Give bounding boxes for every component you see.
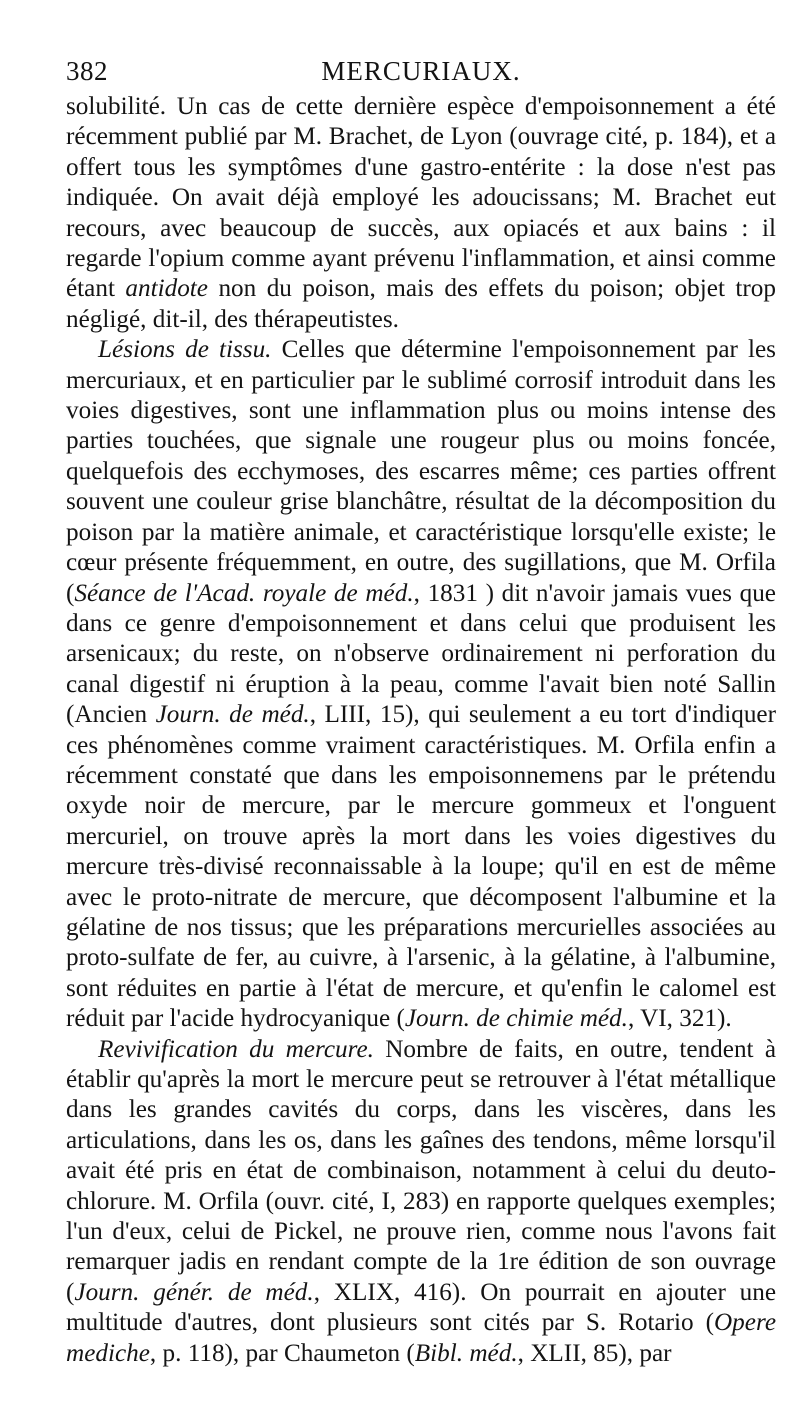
citation-title: Journ. de chimie méd. [404, 1005, 628, 1033]
text-segment: , XLIX, 416). On pourrait en ajouter une multitude d'autres, dont plusieurs sont cités par S. Rotario ( [66, 1278, 777, 1337]
text-segment: non du poison, mais des effets du poison; objet trop négligé, dit-il, des thérapeutistes. [66, 275, 776, 333]
running-title: MERCURIAUX. [321, 56, 521, 86]
text-segment: Nombre de faits, en outre, tendent à établir qu'après la mort le mercure peut se retrouver à l'état métallique dans les grandes cavités du corps, dans les viscères, dans les articulations, dans les os, dans les gaînes des tendons, même lorsqu'il avait été pris en état de combinaison, notamment à celui du deuto-chlorure. M. Orfila (ouvr. cité, I, 283) en rapporte quelques exemples; l'un d'eux, celui de Pickel, ne prouve rien, comme nous l'avons fait remarquer jadis en rendant compte de la 1re édition de son ouvrage ( [66, 1035, 776, 1306]
citation-title: Journ. génér. de méd. [74, 1278, 314, 1306]
citation-title: Séance de l'Acad. royale de méd. [74, 579, 414, 607]
body-text [66, 92, 776, 1369]
text-segment: Celles que détermine l'empoisonnement par les mercuriaux, et en particulier par le sublimé corrosif introduit dans les voies digestives, sont une inflammation plus ou moins intense des parties touchées, que signale une rougeur plus ou moins foncée, quelquefois des ecchymoses, des escarres même; ces parties offrent souvent une couleur grise blanchâtre, résultat de la décomposition du poison par la matière animale, et caractéristique lorsqu'elle existe; le cœur présente fréquemment, en outre, des sugillations, que M. Orfila ( [66, 336, 776, 607]
paragraph-revivification [66, 1035, 776, 1369]
text-segment: , p. 118), par Chaumeton ( [149, 1339, 415, 1367]
paragraph-lesions-de-tissu [66, 335, 776, 1034]
text-segment: , VI, 321). [627, 1005, 732, 1033]
paragraph-solubilite [66, 92, 776, 335]
text-segment: , XLII, 85), par [517, 1339, 672, 1367]
citation-title: Bibl. méd. [414, 1339, 518, 1367]
page-number: 382 [66, 56, 108, 86]
rubric-lesions-de-tissu: Lésions de tissu. [98, 336, 272, 364]
text-segment: , 1831 ) dit n'avoir jamais vues que dans ce genre d'empoisonnement et dans celui que produisent les arsenicaux; du reste, on n'observe ordinairement ni perforation du canal digestif ni éruption à la peau, comme l'avait bien noté Sallin (Ancien [66, 579, 776, 729]
rubric-revivification: Revivification du mercure. [98, 1035, 374, 1063]
citation-title: Opere mediche [66, 1309, 776, 1367]
citation-title: Journ. de méd. [155, 701, 310, 729]
italic-term-antidote: antidote [125, 275, 208, 303]
text-segment: solubilité. Un cas de cette dernière espèce d'empoisonnement a été récemment publié par M. Brachet, de Lyon (ouvrage cité, p. 184), et a offert tous les symptômes d'une gastro-entérite : la dose n'est pas indiquée. On avait déjà employé les adoucissans; M. Brachet eut recours, avec beaucoup de succès, aux opiacés et aux bains : il regarde l'opium comme ayant prévenu l'inflammation, et ainsi comme étant [66, 93, 776, 303]
text-segment: , LIII, 15), qui seulement a eu tort d'indiquer ces phénomènes comme vraiment caractéristiques. M. Orfila enfin a récemment constaté que dans les empoisonnemens par le prétendu oxyde noir de mercure, par le mercure gommeux et l'onguent mercuriel, on trouve après la mort dans les voies digestives du mercure très-divisé reconnaissable à la loupe; qu'il en est de même avec le proto-nitrate de mercure, que décomposent l'albumine et la gélatine de nos tissus; que les préparations mercurielles associées au proto-sulfate de fer, au cuivre, à l'arsenic, à la gélatine, à l'albumine, sont réduites en partie à l'état de mercure, et qu'enfin le calomel est réduit par l'acide hydrocyanique ( [66, 701, 776, 1033]
running-head [66, 56, 776, 92]
